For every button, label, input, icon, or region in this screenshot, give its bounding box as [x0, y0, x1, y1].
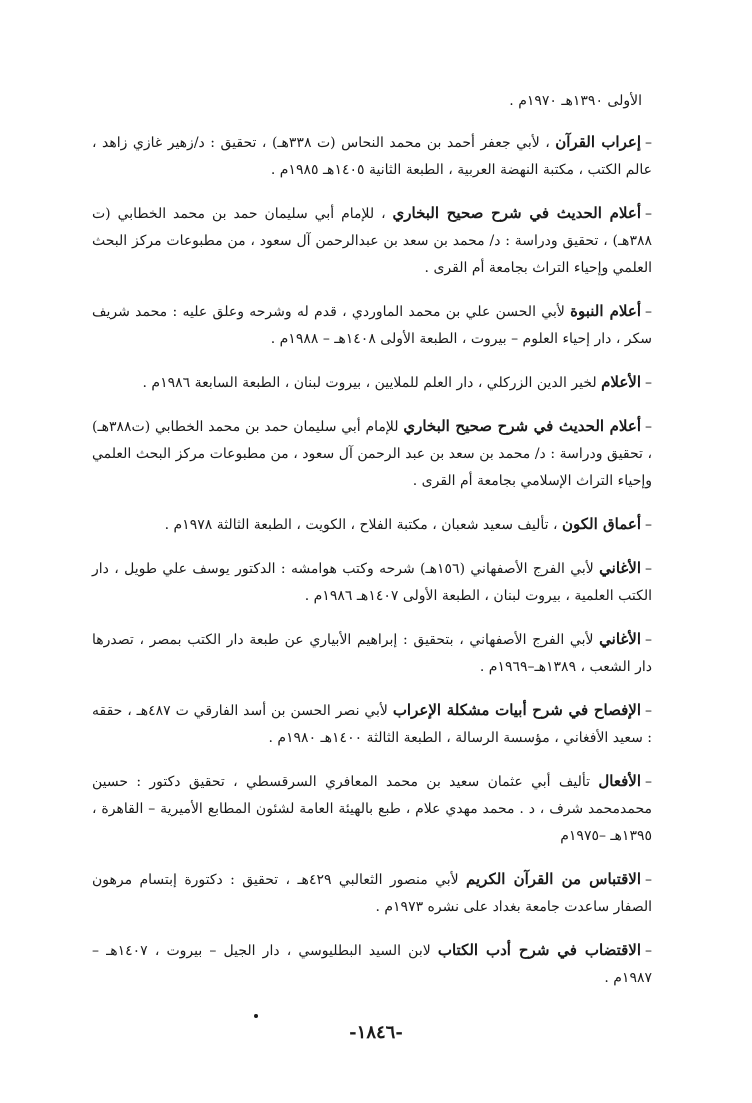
bibliography-entry: –أعماق الكون ، تأليف سعيد شعبان ، مكتبة الفلاح ، الكويت ، الطبعة الثالثة ١٩٧٨م . — [164, 515, 652, 533]
entry-title: الاقتضاب في شرح أدب الكتاب — [437, 941, 641, 959]
entry-text: ، لأبي جعفر أحمد بن محمد النحاس (ت ٣٣٨هـ) ، تحقيق : د/زهير غازي زاهد ، عالم الكتب ، مكتبة النهضة العربية ، الطبعة الثانية ١٤٠٥هـ ١٩٨٥م . — [92, 135, 652, 178]
entry-title: أعلام الحديث في شرح صحيح البخاري — [403, 417, 641, 435]
bibliography-entry: –الأغاني لأبي الفرج الأصفهاني (١٥٦هـ) شرحه وكتب هوامشه : الدكتور يوسف علي طويل ، دار الكتب العلمية ، بيروت لبنان ، الطبعة الأولى ١٤٠٧هـ ١٩٨٦م . — [92, 559, 652, 604]
entry-text: لخير الدين الزركلي ، دار العلم للملايين ، بيروت لبنان ، الطبعة السابعة ١٩٨٦م . — [142, 375, 602, 391]
entry-title: إعراب القرآن — [555, 133, 641, 151]
bibliography-entry: –الاقتضاب في شرح أدب الكتاب لابن السيد البطليوسي ، دار الجيل – بيروت ، ١٤٠٧هـ – ١٩٨٧م . — [92, 941, 652, 986]
bibliography-entry: –الأغاني لأبي الفرج الأصفهاني ، بتحقيق : إبراهيم الأبياري عن طبعة دار الكتب بمصر ، تصدرها دار الشعب ، ١٣٨٩هـ–١٩٦٩م . — [92, 630, 652, 675]
page-number: -١٨٤٦- — [349, 1022, 403, 1043]
bibliography-page — [92, 88, 652, 1008]
bibliography-entry: –أعلام الحديث في شرح صحيح البخاري للإمام أبي سليمان حمد بن محمد الخطابي (ت٣٨٨هـ) ، تحقيق ودراسة : د/ محمد بن سعد بن عبد الرحمن آل سعود ، من مطبوعات مركز البحث العلمي وإحياء التراث الإسلامي بجامعة أم القرى . — [92, 417, 652, 489]
bibliography-entry: –الإفصاح في شرح أبيات مشكلة الإعراب لأبي نصر الحسن بن أسد الفارقي ت ٤٨٧هـ ، حققه : سعيد الأفغاني ، مؤسسة الرسالة ، الطبعة الثالثة ١٤٠٠هـ ١٩٨٠م . — [92, 701, 652, 746]
entry-text: لأبي الحسن علي بن محمد الماوردي ، قدم له وشرحه وعلق عليه : محمد شريف سكر ، دار إحياء العلوم – بيروت ، الطبعة الأولى ١٤٠٨هـ – ١٩٨٨م . — [92, 304, 652, 347]
continued-line: الأولى ١٣٩٠هـ ١٩٧٠م . — [509, 93, 642, 109]
entry-text: ، للإمام أبي سليمان حمد بن محمد الخطابي (ت ٣٨٨هـ) ، تحقيق ودراسة : د/ محمد بن سعد بن عبدالرحمن آل سعود ، من مطبوعات مركز البحث العلمي وإحياء التراث بجامعة أم القرى . — [92, 206, 652, 276]
entry-title: الأعلام — [601, 373, 641, 391]
entry-title: الأغاني — [599, 630, 641, 648]
bibliography-entry: –إعراب القرآن ، لأبي جعفر أحمد بن محمد النحاس (ت ٣٣٨هـ) ، تحقيق : د/زهير غازي زاهد ، عالم الكتب ، مكتبة النهضة العربية ، الطبعة الثانية ١٤٠٥هـ ١٩٨٥م . — [92, 133, 652, 178]
bibliography-entry: –أعلام الحديث في شرح صحيح البخاري ، للإمام أبي سليمان حمد بن محمد الخطابي (ت ٣٨٨هـ) ، تحقيق ودراسة : د/ محمد بن سعد بن عبدالرحمن آل سعود ، من مطبوعات مركز البحث العلمي وإحياء التراث بجامعة أم القرى . — [92, 204, 652, 276]
bibliography-entry: –الاقتباس من القرآن الكريم لأبي منصور الثعالبي ٤٢٩هـ ، تحقيق : دكتورة إبتسام مرهون الصفار ساعدت جامعة بغداد على نشره ١٩٧٣م . — [92, 870, 653, 915]
bibliography-entry: –الأفعال تأليف أبي عثمان سعيد بن محمد المعافري السرقسطي ، تحقيق دكتور : حسين محمدمحمد شرف ، د . محمد مهدي علام ، طبع بالهيئة العامة لشئون المطابع الأميرية – القاهرة ، ١٣٩٥هـ –١٩٧٥م — [92, 772, 652, 844]
ink-speck — [254, 1014, 258, 1018]
entry-title: الاقتباس من القرآن الكريم — [466, 870, 642, 888]
entry-text: ، تأليف سعيد شعبان ، مكتبة الفلاح ، الكويت ، الطبعة الثالثة ١٩٧٨م . — [164, 517, 562, 533]
entry-text: للإمام أبي سليمان حمد بن محمد الخطابي (ت٣٨٨هـ) ، تحقيق ودراسة : د/ محمد بن سعد بن عبد الرحمن آل سعود ، من مطبوعات مركز البحث العلمي وإحياء التراث الإسلامي بجامعة أم القرى . — [92, 419, 652, 489]
bibliography-entry: –أعلام النبوة لأبي الحسن علي بن محمد الماوردي ، قدم له وشرحه وعلق عليه : محمد شريف سكر ، دار إحياء العلوم – بيروت ، الطبعة الأولى ١٤٠٨هـ – ١٩٨٨م . — [92, 302, 652, 347]
entry-text: تأليف أبي عثمان سعيد بن محمد المعافري السرقسطي ، تحقيق دكتور : حسين محمدمحمد شرف ، د . محمد مهدي علام ، طبع بالهيئة العامة لشئون المطابع الأميرية – القاهرة ، ١٣٩٥هـ –١٩٧٥م — [92, 774, 652, 844]
entry-title: الأفعال — [598, 772, 641, 790]
bibliography-entry: –الأعلام لخير الدين الزركلي ، دار العلم للملايين ، بيروت لبنان ، الطبعة السابعة ١٩٨٦م . — [142, 373, 652, 391]
entry-text: لأبي الفرج الأصفهاني (١٥٦هـ) شرحه وكتب هوامشه : الدكتور يوسف علي طويل ، دار الكتب العلمية ، بيروت لبنان ، الطبعة الأولى ١٤٠٧هـ ١٩٨٦م . — [92, 561, 652, 604]
entry-text: لأبي منصور الثعالبي ٤٢٩هـ ، تحقيق : دكتورة إبتسام مرهون الصفار ساعدت جامعة بغداد على نشره ١٩٧٣م . — [92, 872, 652, 915]
entry-title: أعلام الحديث في شرح صحيح البخاري — [392, 204, 641, 222]
entry-text: لأبي الفرج الأصفهاني ، بتحقيق : إبراهيم الأبياري عن طبعة دار الكتب بمصر ، تصدرها دار الشعب ، ١٣٨٩هـ–١٩٦٩م . — [92, 632, 652, 675]
entry-title: الإفصاح في شرح أبيات مشكلة الإعراب — [392, 701, 641, 719]
entry-title: الأغاني — [599, 559, 641, 577]
entry-title: أعماق الكون — [561, 515, 641, 533]
entry-text: لأبي نصر الحسن بن أسد الفارقي ت ٤٨٧هـ ، حققه : سعيد الأفغاني ، مؤسسة الرسالة ، الطبعة الثالثة ١٤٠٠هـ ١٩٨٠م . — [92, 703, 652, 746]
entry-title: أعلام النبوة — [570, 302, 641, 320]
entry-text: لابن السيد البطليوسي ، دار الجيل – بيروت ، ١٤٠٧هـ – ١٩٨٧م . — [92, 943, 652, 986]
